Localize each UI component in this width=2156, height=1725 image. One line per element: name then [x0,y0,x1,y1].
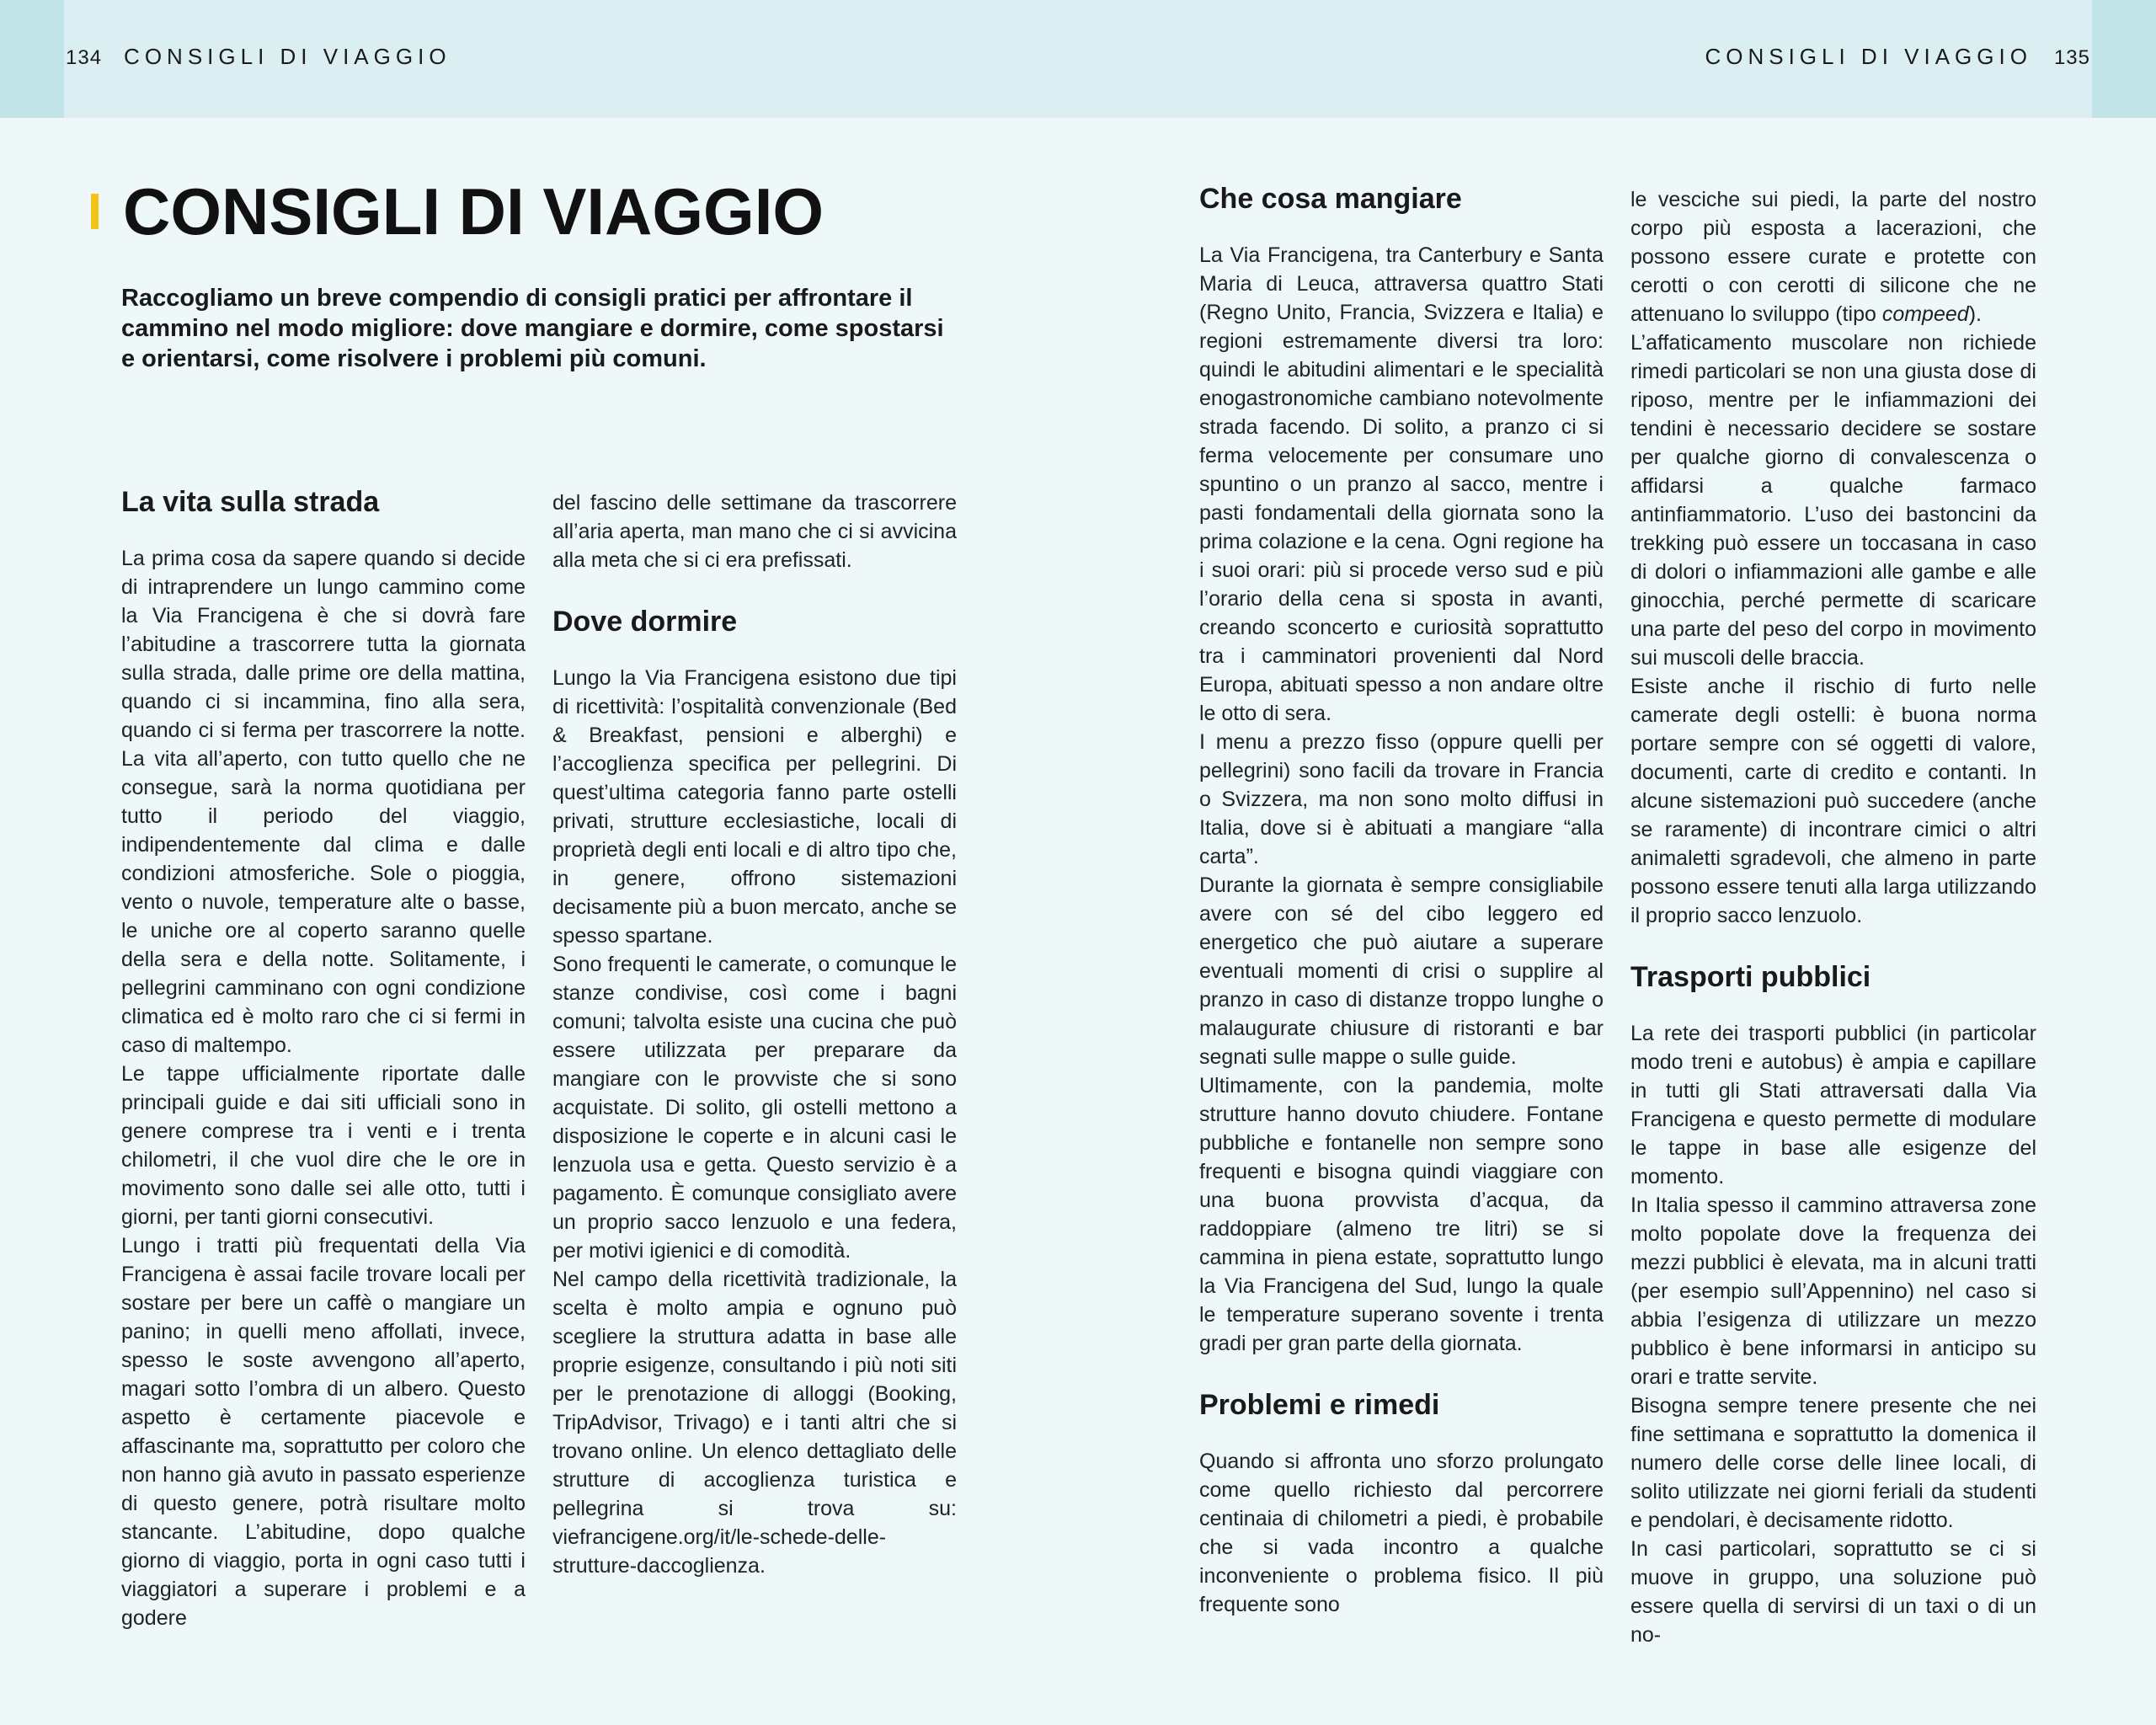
vita-paragraph-4: del fascino delle settimane da trascorrere all’aria aperta, man mano che ci si avvicina alla meta che si ci era prefissati. [552,491,957,572]
vita-paragraph-1: La prima cosa da sapere quando si decide di intraprendere un lungo cammino come la Via Francigena è che si dovrà fare l’abitudine a trascorrere tutta la giornata sulla strada, dalle prime ore della mattina, quando ci si incammina, fino alla sera, quando ci si ferma per trascorrere la notte. La vita all’aperto, con tutto quello che ne consegue, sarà la norma quotidiana per tutto il periodo del viaggio, indipendentemente dal clima e dalle condizioni atmosferiche. Sole o pioggia, vento o nuvole, temperature alte o basse, le uniche ore al coperto saranno quelle della sera e della notte. Solitamente, i pellegrini camminano con ogni condizione climatica ed è molto raro che ci si fermi in caso di maltempo. [121,547,526,1057]
dormire-paragraph-1: Lungo la Via Francigena esistono due tipi di ricettività: l’ospitalità convenzionale (Bed & Breakfast, pensioni e alberghi) e l’accoglienza specifica per pellegrini. Di quest’ultima categoria fanno parte ostelli privati, strutture ecclesiastiche, locali di proprietà degli enti locali e di altro tipo che, in genere, offrono sistemazioni decisamente più a buon mercato, anche se spesso spartane. [552,666,957,948]
running-title-right: CONSIGLI DI VIAGGIO [1705,44,2032,69]
column-2 [552,489,957,1580]
column-4 [1630,185,2036,1649]
vita-paragraph-3: Lungo i tratti più frequentati della Via Francigena è assai facile trovare locali per sostare per bere un caffè o mangiare un panino; in quelli meno affollati, invece, spesso le soste avvengono all’aperto, magari sotto l’ombra di un albero. Questo aspetto è certamente piacevole e affascinante ma, soprattutto per coloro che non hanno già avuto in passato esperienze di questo genere, potrà risultare molto stancante. L’abitudine, dopo qualche giorno di viaggio, porta in ogni caso tutti i viaggiatori a superare i problemi e a godere [121,1234,526,1630]
mangiare-paragraph-4: Ultimamente, con la pandemia, molte strutture hanno dovuto chiudere. Fontane pubbliche e fontanelle non sempre sono frequenti e bisogna quindi viaggiare con una buona provvista d’acqua, da raddoppiare (almeno tre litri) se si cammina in piena estate, soprattutto lungo la Via Francigena del Sud, lungo la quale le temperature superano sovente i trenta gradi per gran parte della giornata. [1199,1074,1604,1355]
title-accent-bar [91,194,99,229]
trasporti-paragraph-2: In Italia spesso il cammino attraversa zone molto popolate dove la frequenza dei mezzi pubblici è elevata, ma in alcuni tratti (per esempio sull’Appennino) nel caso si abbia l’esigenza di utilizzare un mezzo pubblico è bene informarsi in anticipo su orari e tratte servite. [1630,1194,2036,1389]
problemi-p2-b: ). [1968,302,1982,326]
heading-dormire: Dove dormire [552,606,738,638]
heading-mangiare: Che cosa mangiare [1199,183,1462,215]
mangiare-paragraph-2: I menu a prezzo fisso (oppure quelli per pellegrini) sono facili da trovare in Francia o Svizzera, ma non sono molto diffusi in Italia, dove si è abituati a mangiare “alla carta”. [1199,730,1604,868]
problemi-paragraph-4: Esiste anche il rischio di furto nelle camerate degli ostelli: è buona norma portare sempre con sé oggetti di valore, documenti, carte di credito e contanti. In alcune sistemazioni può succedere (anche se raramente) di incontrare cimici o altri animaletti sgradevoli, che almeno in parte possono essere tenuti alla larga utilizzando il proprio sacco lenzuolo. [1630,675,2036,927]
header-tab-left [0,0,64,118]
running-head-right [1705,44,2090,70]
chapter-title: CONSIGLI DI VIAGGIO [123,174,825,248]
column-1 [121,483,526,1632]
page-number-left: 134 [66,46,103,69]
problemi-p2-em: compeed [1881,302,1969,326]
running-title-left: CONSIGLI DI VIAGGIO [124,44,451,69]
problemi-paragraph-3: L’affaticamento muscolare non richiede rimedi particolari se non una giusta dose di riposo, mentre per le infiammazioni dei tendini è necessario decidere se sostare per qualche giorno di convalescenza o affidarsi a qualche farmaco antinfiammatorio. L’uso dei bastoncini da trekking può essere un toccasana in caso di dolori o infiammazioni alle gambe e alle ginocchia, perché permette di scaricare una parte del peso del corpo in movimento sui muscoli delle braccia. [1630,331,2036,670]
problemi-paragraph-1: Quando si affronta uno sforzo prolungato come quello richiesto dal percorrere centinaia di chilometri a piedi, è probabile che si vada incontro a qualche inconveniente o problema fisico. Il più frequente sono [1199,1450,1604,1616]
mangiare-paragraph-3: Durante la giornata è sempre consigliabile avere con sé del cibo leggero ed energetico che può aiutare a superare eventuali momenti di crisi o supplire al pranzo in caso di distanze troppo lunghe o malaugurate chiusure di ristoranti e bar segnati sulle mappe o sulle guide. [1199,873,1604,1069]
dormire-paragraph-3: Nel campo della ricettività tradizionale, la scelta è molto ampia e ognuno può scegliere la struttura adatta in base alle proprie esigenze, consultando i più noti siti per le prenotazione di alloggi (Booking, TripAdvisor, Trivago) e i tanti altri che si trovano online. Un elenco dettagliato delle strutture di accoglienza turistica e pellegrina si trova su: viefrancigene.org/it/le-schede-delle-strutture-daccoglienza. [552,1268,957,1578]
heading-vita: La vita sulla strada [121,486,380,518]
column-3 [1199,180,1604,1619]
vita-paragraph-2: Le tappe ufficialmente riportate dalle principali guide e dai siti ufficiali sono in genere comprese tra i venti e i trenta chilometri, il che vuol dire che le ore in movimento sono dalle sei alle otto, tutti i giorni, per tanti giorni consecutivi. [121,1062,526,1229]
trasporti-paragraph-4: In casi particolari, soprattutto se ci si muove in gruppo, una soluzione può essere quella di servirsi di un taxi o di un no- [1630,1537,2036,1647]
running-head-left [66,44,451,70]
trasporti-paragraph-3: Bisogna sempre tenere presente che nei fine settimana e soprattutto la domenica il numero delle corse delle linee locali, di solito utilizzate nei giorni feriali da studenti e pendolari, è decisamente ridotto. [1630,1394,2036,1532]
dormire-paragraph-2: Sono frequenti le camerate, o comunque le stanze condivise, così come i bagni comuni; talvolta esiste una cucina che può essere utilizzata per preparare da mangiare con le provviste che si sono acquistate. Di solito, gli ostelli mettono a disposizione le coperte e in alcuni casi le lenzuola usa e getta. Questo servizio è a pagamento. È comunque consigliato avere un proprio sacco lenzuolo e una federa, per motivi igienici e di comodità. [552,953,957,1263]
lead-paragraph: Raccogliamo un breve compendio di consigli pratici per affrontare il cammino nel modo migliore: dove mangiare e dormire, come spostarsi e orientarsi, come risolvere i problemi più comuni. [121,285,944,372]
problemi-p2-a: le vesciche sui piedi, la parte del nostro corpo più esposta a lacerazioni, che possono essere curate e protette con cerotti o con cerotti di silicone che ne attenuano lo sviluppo (tipo [1630,188,2036,326]
heading-problemi: Problemi e rimedi [1199,1389,1440,1421]
page-number-right: 135 [2053,46,2090,69]
heading-trasporti: Trasporti pubblici [1630,961,1871,993]
header-tab-right [2092,0,2156,118]
trasporti-paragraph-1: La rete dei trasporti pubblici (in particolar modo treni e autobus) è ampia e capillare in tutti gli Stati attraversati dalla Via Francigena e questo permette di modulare le tappe in base alle esigenze del momento. [1630,1022,2036,1188]
mangiare-paragraph-1: La Via Francigena, tra Canterbury e Santa Maria di Leuca, attraversa quattro Stati (Regno Unito, Francia, Svizzera e Italia) e regioni estremamente diversi tra loro: quindi le abitudini alimentari e le specialità enogastronomiche cambiano notevolmente strada facendo. Di solito, a pranzo ci si ferma velocemente per consumare uno spuntino o un pranzo al sacco, mentre i pasti fondamentali della giornata sono la prima colazione e la cena. Ogni regione ha i suoi orari: più si procede verso sud e più l’orario della cena si sposta in avanti, creando sconcerto e curiosità soprattutto tra i camminatori provenienti dal Nord Europa, abituati spesso a non andare oltre le otto di sera. [1199,243,1604,725]
problemi-paragraph-2 [1630,185,2036,328]
